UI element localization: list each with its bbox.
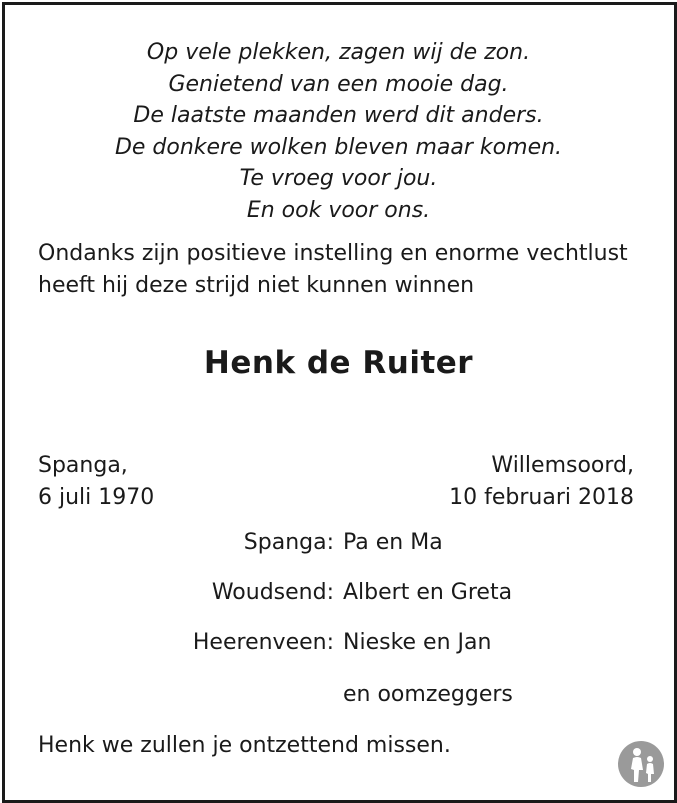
- family-place: Heerenveen:: [192, 630, 334, 655]
- poem: [0, 37, 677, 226]
- death-date: 10 februari 2018: [449, 485, 634, 510]
- family-names: Albert en Greta: [343, 580, 513, 605]
- family-place: Spanga:: [243, 530, 334, 555]
- birth-place: Spanga,: [38, 453, 128, 478]
- intro-line: Ondanks zijn positieve instelling en enorme vechtlust: [38, 241, 628, 266]
- death-info: [449, 450, 634, 514]
- birth-info: [38, 450, 154, 514]
- birth-date: 6 juli 1970: [38, 485, 155, 510]
- poem-line: Te vroeg voor jou.: [239, 166, 438, 191]
- poem-line: En ook voor ons.: [246, 197, 431, 223]
- family-place: Woudsend:: [211, 580, 334, 605]
- poem-line: Op vele plekken, zagen wij de zon.: [146, 40, 531, 65]
- family-names: Nieske en Jan: [343, 630, 492, 655]
- intro-line: heeft hij deze strijd niet kunnen winnen: [38, 273, 475, 298]
- death-place: Willemsoord,: [491, 453, 634, 478]
- family-names: Pa en Ma: [343, 530, 443, 555]
- memorial-logo-icon: [617, 740, 665, 788]
- family-row: [0, 530, 677, 562]
- intro-text: [38, 238, 648, 302]
- poem-line: De donkere wolken bleven maar komen.: [114, 134, 563, 160]
- deceased-name: Henk de Ruiter: [203, 345, 474, 381]
- family-row: [0, 630, 677, 662]
- family-names: en oomzeggers: [343, 682, 513, 707]
- family-row: [0, 682, 677, 714]
- poem-line: De laatste maanden werd dit anders.: [133, 103, 544, 128]
- closing-text: Henk we zullen je ontzettend missen.: [38, 733, 451, 758]
- poem-line: Genietend van een mooie dag.: [168, 71, 509, 97]
- family-row: [0, 580, 677, 612]
